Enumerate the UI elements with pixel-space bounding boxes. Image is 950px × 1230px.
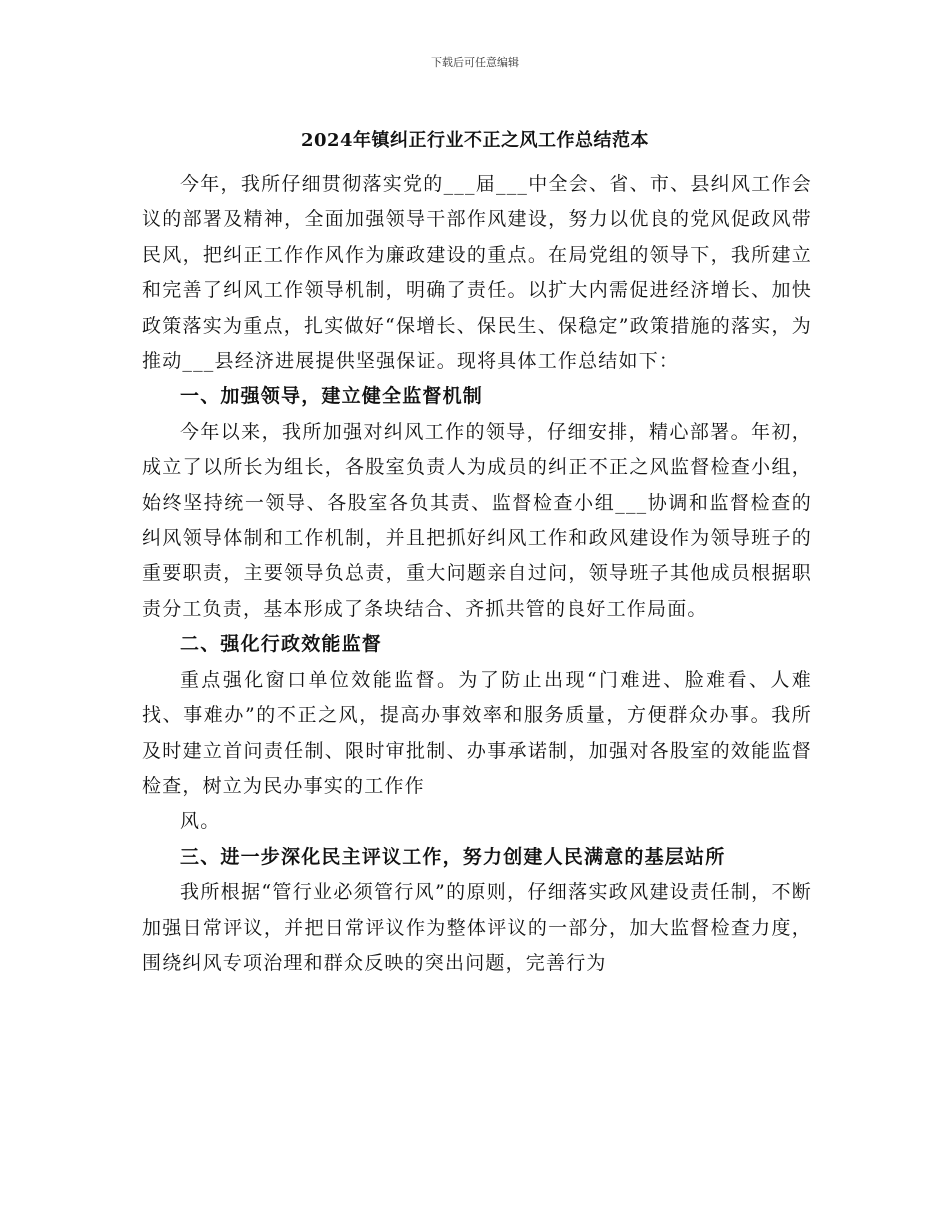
- document-body: [142, 167, 812, 981]
- intro-paragraph: 今年，我所仔细贯彻落实党的___届___中全会、省、市、县纠风工作会议的部署及精神，全面加强领导干部作风建设，努力以优良的党风促政风带民风，把纠正工作作风作为廉政建设的重点。在局党组的领导下，我所建立和完善了纠风工作领导机制，明确了责任。以扩大内需促进经济增长、加快政策落实为重点，扎实做好“保增长、保民生、保稳定”政策措施的落实，为推动___县经济进展提供坚强保证。现将具体工作总结如下：: [142, 173, 812, 373]
- section-2-paragraph-tail: 风。: [180, 810, 221, 833]
- section-1-paragraph: 今年以来，我所加强对纠风工作的领导，仔细安排，精心部署。年初，成立了以所长为组长，各股室负责人为成员的纠正不正之风监督检查小组，始终坚持统一领导、各股室各负其责、监督检查小组___协调和监督检查的纠风领导体制和工作机制，并且把抓好纠风工作和政风建设作为领导班子的重要职责，主要领导负总责，重大问题亲自过问，领导班子其他成员根据职责分工负责，基本形成了条块结合、齐抓共管的良好工作局面。: [142, 420, 812, 620]
- section-heading-2: 二、强化行政效能监督: [180, 633, 383, 656]
- section-2-paragraph: 重点强化窗口单位效能监督。为了防止出现“门难进、脸难看、人难找、事难办”的不正之风，提高办事效率和服务质量，方便群众办事。我所及时建立首问责任制、限时审批制、办事承诺制，加强对各股室的效能监督检查，树立为民办事实的工作作: [142, 668, 812, 797]
- section-heading-1: 一、加强领导，建立健全监督机制: [180, 385, 484, 408]
- section-3-paragraph: 我所根据“管行业必须管行风”的原则，仔细落实政风建设责任制，不断加强日常评议，并把日常评议作为整体评议的一部分，加大监督检查力度，围绕纠风专项治理和群众反映的突出问题，完善行为: [142, 881, 812, 974]
- header-note: 下载后可任意编辑: [431, 56, 519, 69]
- document-title: 2024年镇纠正行业不正之风工作总结范本: [300, 130, 650, 151]
- section-heading-3: 三、进一步深化民主评议工作，努力创建人民满意的基层站所: [180, 845, 726, 868]
